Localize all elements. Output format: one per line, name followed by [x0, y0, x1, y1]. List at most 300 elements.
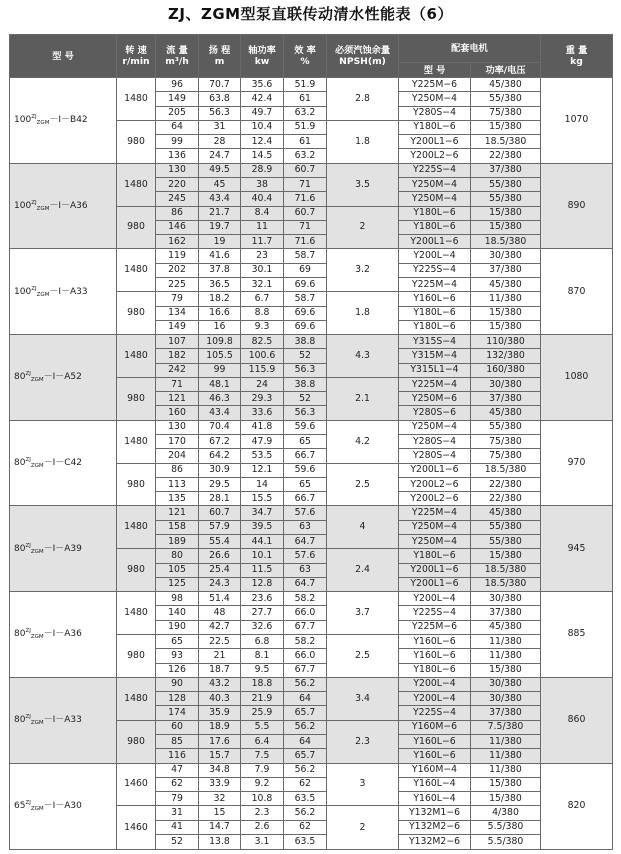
- motor-model-cell: Y180L−6: [399, 220, 471, 234]
- motor-power-cell: 45/380: [471, 277, 541, 291]
- speed-cell: 980: [117, 549, 156, 592]
- efficiency-cell: 67.7: [284, 663, 327, 677]
- motor-power-cell: 45/380: [471, 78, 541, 92]
- flow-cell: 121: [156, 392, 199, 406]
- flow-cell: 126: [156, 663, 199, 677]
- shaft-power-cell: 34.7: [241, 506, 284, 520]
- motor-model-cell: Y250M−4: [399, 92, 471, 106]
- efficiency-cell: 56.2: [284, 720, 327, 734]
- motor-power-cell: 15/380: [471, 306, 541, 320]
- efficiency-cell: 61: [284, 92, 327, 106]
- efficiency-cell: 51.9: [284, 120, 327, 134]
- motor-model-cell: Y225S−4: [399, 163, 471, 177]
- motor-model-cell: Y250M−4: [399, 192, 471, 206]
- head-cell: 105.5: [199, 349, 241, 363]
- npsh-cell: 2.8: [327, 78, 399, 121]
- motor-power-cell: 15/380: [471, 320, 541, 334]
- flow-cell: 160: [156, 406, 199, 420]
- shaft-power-cell: 53.5: [241, 449, 284, 463]
- motor-model-cell: Y200L−4: [399, 692, 471, 706]
- shaft-power-cell: 11: [241, 220, 284, 234]
- shaft-power-cell: 38: [241, 177, 284, 191]
- motor-model-cell: Y225M−4: [399, 377, 471, 391]
- pump-model-cell: $80^{ZJ}_{ZGM}-Ⅰ-A39$: [10, 506, 117, 592]
- shaft-power-cell: 15.5: [241, 492, 284, 506]
- motor-power-cell: 11/380: [471, 634, 541, 648]
- header-weight: 重 量 kg: [541, 35, 613, 78]
- motor-power-cell: 11/380: [471, 763, 541, 777]
- efficiency-cell: 52: [284, 392, 327, 406]
- head-cell: 13.8: [199, 834, 241, 849]
- pump-model-cell: $100^{ZJ}_{ZGM}-Ⅰ-A36$: [10, 163, 117, 249]
- motor-model-cell: Y225S−4: [399, 706, 471, 720]
- efficiency-cell: 59.6: [284, 463, 327, 477]
- flow-cell: 128: [156, 692, 199, 706]
- speed-cell: 1480: [117, 78, 156, 121]
- flow-cell: 158: [156, 520, 199, 534]
- motor-model-cell: Y315L1−4: [399, 363, 471, 377]
- flow-cell: 136: [156, 149, 199, 163]
- motor-model-cell: Y225M−4: [399, 277, 471, 291]
- motor-model-cell: Y280S−6: [399, 406, 471, 420]
- efficiency-cell: 58.2: [284, 634, 327, 648]
- shaft-power-cell: 8.4: [241, 206, 284, 220]
- motor-model-cell: Y160L−6: [399, 649, 471, 663]
- efficiency-cell: 56.2: [284, 677, 327, 691]
- shaft-power-cell: 9.5: [241, 663, 284, 677]
- efficiency-cell: 62: [284, 820, 327, 834]
- efficiency-cell: 52: [284, 349, 327, 363]
- speed-cell: 1480: [117, 677, 156, 720]
- motor-power-cell: 55/380: [471, 535, 541, 549]
- motor-power-cell: 7.5/380: [471, 720, 541, 734]
- flow-cell: 116: [156, 749, 199, 763]
- motor-model-cell: Y132M1−6: [399, 806, 471, 820]
- motor-power-cell: 15/380: [471, 220, 541, 234]
- head-cell: 25.4: [199, 563, 241, 577]
- motor-power-cell: 37/380: [471, 163, 541, 177]
- weight-cell: 1070: [541, 78, 613, 164]
- header-shaft-power: 轴功率 kw: [241, 35, 284, 78]
- shaft-power-cell: 6.8: [241, 634, 284, 648]
- efficiency-cell: 71: [284, 177, 327, 191]
- flow-cell: 205: [156, 106, 199, 120]
- motor-power-cell: 15/380: [471, 120, 541, 134]
- shaft-power-cell: 21.9: [241, 692, 284, 706]
- efficiency-cell: 62: [284, 777, 327, 791]
- head-cell: 99: [199, 363, 241, 377]
- motor-model-cell: Y200L−4: [399, 249, 471, 263]
- efficiency-cell: 65: [284, 435, 327, 449]
- motor-power-cell: 11/380: [471, 292, 541, 306]
- motor-power-cell: 37/380: [471, 706, 541, 720]
- motor-model-cell: Y225M−4: [399, 506, 471, 520]
- efficiency-cell: 63: [284, 563, 327, 577]
- speed-cell: 1480: [117, 592, 156, 635]
- flow-cell: 225: [156, 277, 199, 291]
- shaft-power-cell: 8.8: [241, 306, 284, 320]
- shaft-power-cell: 30.1: [241, 263, 284, 277]
- shaft-power-cell: 2.3: [241, 806, 284, 820]
- head-cell: 29.5: [199, 477, 241, 491]
- flow-cell: 204: [156, 449, 199, 463]
- head-cell: 24.7: [199, 149, 241, 163]
- flow-cell: 182: [156, 349, 199, 363]
- header-model: 型 号: [10, 35, 117, 78]
- npsh-cell: 4: [327, 506, 399, 549]
- speed-cell: 1480: [117, 249, 156, 292]
- head-cell: 63.8: [199, 92, 241, 106]
- shaft-power-cell: 40.4: [241, 192, 284, 206]
- head-cell: 37.8: [199, 263, 241, 277]
- pump-model-cell: $100^{ZJ}_{ZGM}-Ⅰ-A33$: [10, 249, 117, 335]
- motor-model-cell: Y200L1−6: [399, 463, 471, 477]
- head-cell: 46.3: [199, 392, 241, 406]
- flow-cell: 140: [156, 606, 199, 620]
- motor-model-cell: Y225S−4: [399, 606, 471, 620]
- motor-power-cell: 160/380: [471, 363, 541, 377]
- motor-power-cell: 55/380: [471, 420, 541, 434]
- npsh-cell: 3.5: [327, 163, 399, 206]
- head-cell: 33.9: [199, 777, 241, 791]
- motor-model-cell: Y160L−4: [399, 792, 471, 806]
- motor-model-cell: Y200L1−6: [399, 235, 471, 249]
- head-cell: 48.1: [199, 377, 241, 391]
- shaft-power-cell: 23: [241, 249, 284, 263]
- motor-power-cell: 30/380: [471, 249, 541, 263]
- weight-cell: 970: [541, 420, 613, 506]
- motor-power-cell: 45/380: [471, 406, 541, 420]
- motor-power-cell: 18.5/380: [471, 135, 541, 149]
- table-row: [10, 592, 613, 606]
- motor-power-cell: 45/380: [471, 620, 541, 634]
- motor-model-cell: Y280S−4: [399, 449, 471, 463]
- header-efficiency: 效 率 %: [284, 35, 327, 78]
- flow-cell: 79: [156, 292, 199, 306]
- efficiency-cell: 69.6: [284, 320, 327, 334]
- head-cell: 30.9: [199, 463, 241, 477]
- flow-cell: 98: [156, 592, 199, 606]
- motor-model-cell: Y250M−6: [399, 392, 471, 406]
- head-cell: 26.6: [199, 549, 241, 563]
- head-cell: 51.4: [199, 592, 241, 606]
- shaft-power-cell: 11.5: [241, 563, 284, 577]
- motor-model-cell: Y225M−6: [399, 78, 471, 92]
- head-cell: 45: [199, 177, 241, 191]
- head-cell: 109.8: [199, 335, 241, 349]
- efficiency-cell: 71.6: [284, 235, 327, 249]
- table-row: [10, 420, 613, 434]
- efficiency-cell: 38.8: [284, 335, 327, 349]
- efficiency-cell: 64: [284, 734, 327, 748]
- motor-power-cell: 22/380: [471, 149, 541, 163]
- table-row: [10, 506, 613, 520]
- npsh-cell: 3.4: [327, 677, 399, 720]
- weight-cell: 885: [541, 592, 613, 678]
- shaft-power-cell: 12.1: [241, 463, 284, 477]
- flow-cell: 96: [156, 78, 199, 92]
- efficiency-cell: 61: [284, 135, 327, 149]
- motor-power-cell: 18.5/380: [471, 463, 541, 477]
- flow-cell: 130: [156, 420, 199, 434]
- motor-power-cell: 11/380: [471, 749, 541, 763]
- head-cell: 42.7: [199, 620, 241, 634]
- head-cell: 31: [199, 120, 241, 134]
- header-speed: 转 速 r/min: [117, 35, 156, 78]
- head-cell: 57.9: [199, 520, 241, 534]
- shaft-power-cell: 12.8: [241, 577, 284, 591]
- shaft-power-cell: 82.5: [241, 335, 284, 349]
- pump-model-cell: $80^{ZJ}_{ZGM}-Ⅰ-C42$: [10, 420, 117, 506]
- motor-model-cell: Y250M−4: [399, 177, 471, 191]
- motor-model-cell: Y180L−6: [399, 663, 471, 677]
- motor-power-cell: 22/380: [471, 477, 541, 491]
- motor-power-cell: 75/380: [471, 449, 541, 463]
- flow-cell: 146: [156, 220, 199, 234]
- flow-cell: 170: [156, 435, 199, 449]
- head-cell: 16.6: [199, 306, 241, 320]
- flow-cell: 189: [156, 535, 199, 549]
- motor-power-cell: 5.5/380: [471, 820, 541, 834]
- npsh-cell: 2.3: [327, 720, 399, 763]
- pump-model-cell: $80^{ZJ}_{ZGM}-Ⅰ-A52$: [10, 335, 117, 421]
- motor-model-cell: Y200L2−6: [399, 477, 471, 491]
- shaft-power-cell: 27.7: [241, 606, 284, 620]
- head-cell: 36.5: [199, 277, 241, 291]
- shaft-power-cell: 10.1: [241, 549, 284, 563]
- motor-power-cell: 55/380: [471, 192, 541, 206]
- motor-power-cell: 22/380: [471, 492, 541, 506]
- head-cell: 67.2: [199, 435, 241, 449]
- efficiency-cell: 66.7: [284, 449, 327, 463]
- flow-cell: 135: [156, 492, 199, 506]
- weight-cell: 820: [541, 763, 613, 850]
- flow-cell: 52: [156, 834, 199, 849]
- efficiency-cell: 56.3: [284, 363, 327, 377]
- head-cell: 17.6: [199, 734, 241, 748]
- shaft-power-cell: 6.7: [241, 292, 284, 306]
- flow-cell: 71: [156, 377, 199, 391]
- shaft-power-cell: 8.1: [241, 649, 284, 663]
- motor-power-cell: 75/380: [471, 106, 541, 120]
- head-cell: 35.9: [199, 706, 241, 720]
- head-cell: 15.7: [199, 749, 241, 763]
- shaft-power-cell: 2.6: [241, 820, 284, 834]
- motor-power-cell: 18.5/380: [471, 577, 541, 591]
- flow-cell: 162: [156, 235, 199, 249]
- npsh-cell: 2.5: [327, 634, 399, 677]
- weight-cell: 860: [541, 677, 613, 763]
- motor-model-cell: Y200L1−6: [399, 563, 471, 577]
- npsh-cell: 2: [327, 806, 399, 850]
- efficiency-cell: 57.6: [284, 506, 327, 520]
- flow-cell: 41: [156, 820, 199, 834]
- shaft-power-cell: 14.5: [241, 149, 284, 163]
- flow-cell: 149: [156, 320, 199, 334]
- motor-power-cell: 11/380: [471, 649, 541, 663]
- shaft-power-cell: 115.9: [241, 363, 284, 377]
- shaft-power-cell: 47.9: [241, 435, 284, 449]
- efficiency-cell: 60.7: [284, 206, 327, 220]
- efficiency-cell: 51.9: [284, 78, 327, 92]
- efficiency-cell: 67.7: [284, 620, 327, 634]
- shaft-power-cell: 7.9: [241, 763, 284, 777]
- shaft-power-cell: 12.4: [241, 135, 284, 149]
- head-cell: 70.7: [199, 78, 241, 92]
- head-cell: 24.3: [199, 577, 241, 591]
- table-row: [10, 163, 613, 177]
- efficiency-cell: 66.0: [284, 649, 327, 663]
- flow-cell: 121: [156, 506, 199, 520]
- flow-cell: 113: [156, 477, 199, 491]
- motor-power-cell: 55/380: [471, 520, 541, 534]
- weight-cell: 945: [541, 506, 613, 592]
- flow-cell: 86: [156, 463, 199, 477]
- efficiency-cell: 58.2: [284, 592, 327, 606]
- head-cell: 28: [199, 135, 241, 149]
- head-cell: 70.4: [199, 420, 241, 434]
- npsh-cell: 2: [327, 206, 399, 249]
- motor-power-cell: 37/380: [471, 263, 541, 277]
- motor-power-cell: 30/380: [471, 377, 541, 391]
- speed-cell: 980: [117, 377, 156, 420]
- weight-cell: 890: [541, 163, 613, 249]
- efficiency-cell: 66.0: [284, 606, 327, 620]
- flow-cell: 125: [156, 577, 199, 591]
- motor-model-cell: Y200L2−6: [399, 149, 471, 163]
- efficiency-cell: 56.3: [284, 406, 327, 420]
- flow-cell: 149: [156, 92, 199, 106]
- flow-cell: 86: [156, 206, 199, 220]
- speed-cell: 1480: [117, 335, 156, 378]
- head-cell: 18.2: [199, 292, 241, 306]
- npsh-cell: 2.5: [327, 463, 399, 506]
- flow-cell: 60: [156, 720, 199, 734]
- page-title: ZJ、ZGM型泵直联传动清水性能表（6）: [167, 5, 453, 23]
- header-npsh: 必须汽蚀余量 NPSH(m): [327, 35, 399, 78]
- motor-power-cell: 15/380: [471, 792, 541, 806]
- pump-model-cell: $80^{ZJ}_{ZGM}-Ⅰ-A36$: [10, 592, 117, 678]
- npsh-cell: 2.4: [327, 549, 399, 592]
- motor-model-cell: Y160L−6: [399, 734, 471, 748]
- motor-model-cell: Y250M−4: [399, 520, 471, 534]
- motor-power-cell: 4/380: [471, 806, 541, 820]
- shaft-power-cell: 44.1: [241, 535, 284, 549]
- flow-cell: 105: [156, 563, 199, 577]
- speed-cell: 1460: [117, 763, 156, 806]
- shaft-power-cell: 11.7: [241, 235, 284, 249]
- efficiency-cell: 63: [284, 520, 327, 534]
- header-motor: 配套电机: [399, 35, 541, 63]
- efficiency-cell: 56.2: [284, 806, 327, 820]
- shaft-power-cell: 9.3: [241, 320, 284, 334]
- head-cell: 22.5: [199, 634, 241, 648]
- motor-model-cell: Y132M2−6: [399, 834, 471, 849]
- head-cell: 64.2: [199, 449, 241, 463]
- flow-cell: 47: [156, 763, 199, 777]
- speed-cell: 1460: [117, 806, 156, 850]
- head-cell: 48: [199, 606, 241, 620]
- shaft-power-cell: 5.5: [241, 720, 284, 734]
- npsh-cell: 3.2: [327, 249, 399, 292]
- shaft-power-cell: 33.6: [241, 406, 284, 420]
- flow-cell: 62: [156, 777, 199, 791]
- efficiency-cell: 65.7: [284, 749, 327, 763]
- table-row: [10, 677, 613, 691]
- motor-power-cell: 37/380: [471, 392, 541, 406]
- pump-model-cell: $100^{ZJ}_{ZGM}-Ⅰ-B42$: [10, 78, 117, 164]
- efficiency-cell: 69: [284, 263, 327, 277]
- efficiency-cell: 59.6: [284, 420, 327, 434]
- flow-cell: 85: [156, 734, 199, 748]
- shaft-power-cell: 3.1: [241, 834, 284, 849]
- table-row: [10, 78, 613, 92]
- motor-model-cell: Y280S−4: [399, 106, 471, 120]
- efficiency-cell: 57.6: [284, 549, 327, 563]
- head-cell: 55.4: [199, 535, 241, 549]
- flow-cell: 99: [156, 135, 199, 149]
- motor-model-cell: Y180L−6: [399, 549, 471, 563]
- motor-power-cell: 15/380: [471, 549, 541, 563]
- motor-power-cell: 37/380: [471, 606, 541, 620]
- efficiency-cell: 64: [284, 692, 327, 706]
- speed-cell: 1480: [117, 506, 156, 549]
- motor-power-cell: 55/380: [471, 177, 541, 191]
- head-cell: 43.4: [199, 192, 241, 206]
- shaft-power-cell: 10.8: [241, 792, 284, 806]
- efficiency-cell: 64.7: [284, 535, 327, 549]
- header-head: 扬 程 m: [199, 35, 241, 78]
- head-cell: 16: [199, 320, 241, 334]
- motor-model-cell: Y160L−4: [399, 777, 471, 791]
- speed-cell: 980: [117, 463, 156, 506]
- motor-power-cell: 45/380: [471, 506, 541, 520]
- flow-cell: 31: [156, 806, 199, 820]
- efficiency-cell: 56.2: [284, 763, 327, 777]
- speed-cell: 980: [117, 206, 156, 249]
- motor-model-cell: Y180L−6: [399, 206, 471, 220]
- flow-cell: 64: [156, 120, 199, 134]
- motor-model-cell: Y280S−4: [399, 435, 471, 449]
- motor-power-cell: 132/380: [471, 349, 541, 363]
- motor-model-cell: Y200L1−6: [399, 135, 471, 149]
- shaft-power-cell: 7.5: [241, 749, 284, 763]
- efficiency-cell: 69.6: [284, 277, 327, 291]
- head-cell: 28.1: [199, 492, 241, 506]
- shaft-power-cell: 9.2: [241, 777, 284, 791]
- efficiency-cell: 58.7: [284, 249, 327, 263]
- head-cell: 43.2: [199, 677, 241, 691]
- motor-power-cell: 15/380: [471, 663, 541, 677]
- motor-model-cell: Y160M−6: [399, 720, 471, 734]
- motor-model-cell: Y160L−6: [399, 749, 471, 763]
- performance-table: [9, 34, 613, 850]
- flow-cell: 202: [156, 263, 199, 277]
- pump-model-cell: $80^{ZJ}_{ZGM}-Ⅰ-A33$: [10, 677, 117, 763]
- header-motor-power: 功率/电压: [471, 63, 541, 78]
- pump-model-cell: $65^{ZJ}_{ZGM}-Ⅰ-A30$: [10, 763, 117, 850]
- motor-model-cell: Y160L−6: [399, 292, 471, 306]
- efficiency-cell: 71: [284, 220, 327, 234]
- head-cell: 15: [199, 806, 241, 820]
- motor-power-cell: 30/380: [471, 677, 541, 691]
- weight-cell: 1080: [541, 335, 613, 421]
- shaft-power-cell: 49.7: [241, 106, 284, 120]
- efficiency-cell: 65: [284, 477, 327, 491]
- head-cell: 18.7: [199, 663, 241, 677]
- npsh-cell: 2.1: [327, 377, 399, 420]
- speed-cell: 1480: [117, 163, 156, 206]
